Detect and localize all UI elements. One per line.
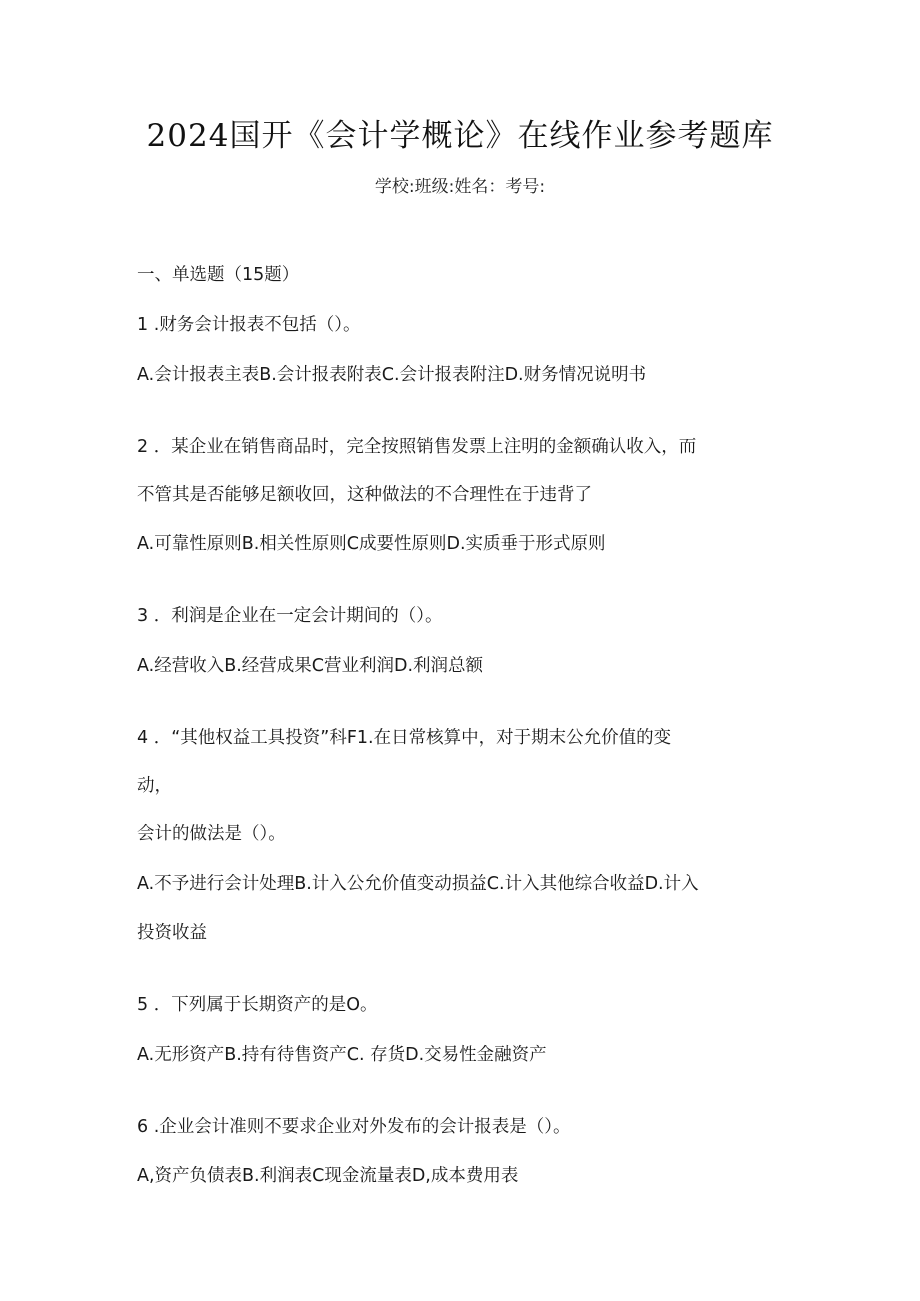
question-4-options-line1: A.不予进行会计处理B.计入公允价值变动损益C.计入其他综合收益D.计入 bbox=[137, 874, 699, 894]
section-heading: 一、单选题（15题） bbox=[137, 265, 300, 285]
question-1-stem: 1 .财务会计报表不包括（）。 bbox=[137, 315, 361, 335]
question-6-options: A,资产负债表B.利润表C现金流量表D,成本费用表 bbox=[137, 1166, 519, 1186]
question-4-stem-line1: 4 ．“其他权益工具投资”科F1.在日常核算中，对于期末公允价值的变 bbox=[137, 728, 672, 748]
student-info-line: 学校:班级:姓名：考号: bbox=[374, 177, 546, 197]
question-4-options-line2: 投资收益 bbox=[137, 923, 207, 943]
question-2-options: A.可靠性原则B.相关性原则C成要性原则D.实质垂于形式原则 bbox=[137, 534, 606, 554]
question-3-stem: 3 ．利润是企业在一定会计期间的（）。 bbox=[137, 606, 443, 626]
question-2-stem-line1: 2 ．某企业在销售商品时，完全按照销售发票上注明的金额确认收入，而 bbox=[137, 437, 697, 457]
document-title: 2024国开《会计学概论》在线作业参考题库 bbox=[146, 118, 774, 154]
question-5-options: A.无形资产B.持有待售资产C. 存货D.交易性金融资产 bbox=[137, 1045, 547, 1065]
question-6-stem: 6 .企业会计准则不要求企业对外发布的会计报表是（）。 bbox=[137, 1117, 571, 1137]
question-3-options: A.经营收入B.经营成果C营业利润D.利润总额 bbox=[137, 656, 484, 676]
question-4-stem-line2: 动， bbox=[137, 776, 172, 796]
question-1-options: A.会计报表主表B.会计报表附表C.会计报表附注D.财务情况说明书 bbox=[137, 365, 647, 385]
question-5-stem: 5 ．下列属于长期资产的是O。 bbox=[137, 995, 378, 1015]
question-4-stem-line3: 会计的做法是（）。 bbox=[137, 824, 286, 844]
question-2-stem-line2: 不管其是否能够足额收回，这种做法的不合理性在于违背了 bbox=[137, 485, 592, 505]
